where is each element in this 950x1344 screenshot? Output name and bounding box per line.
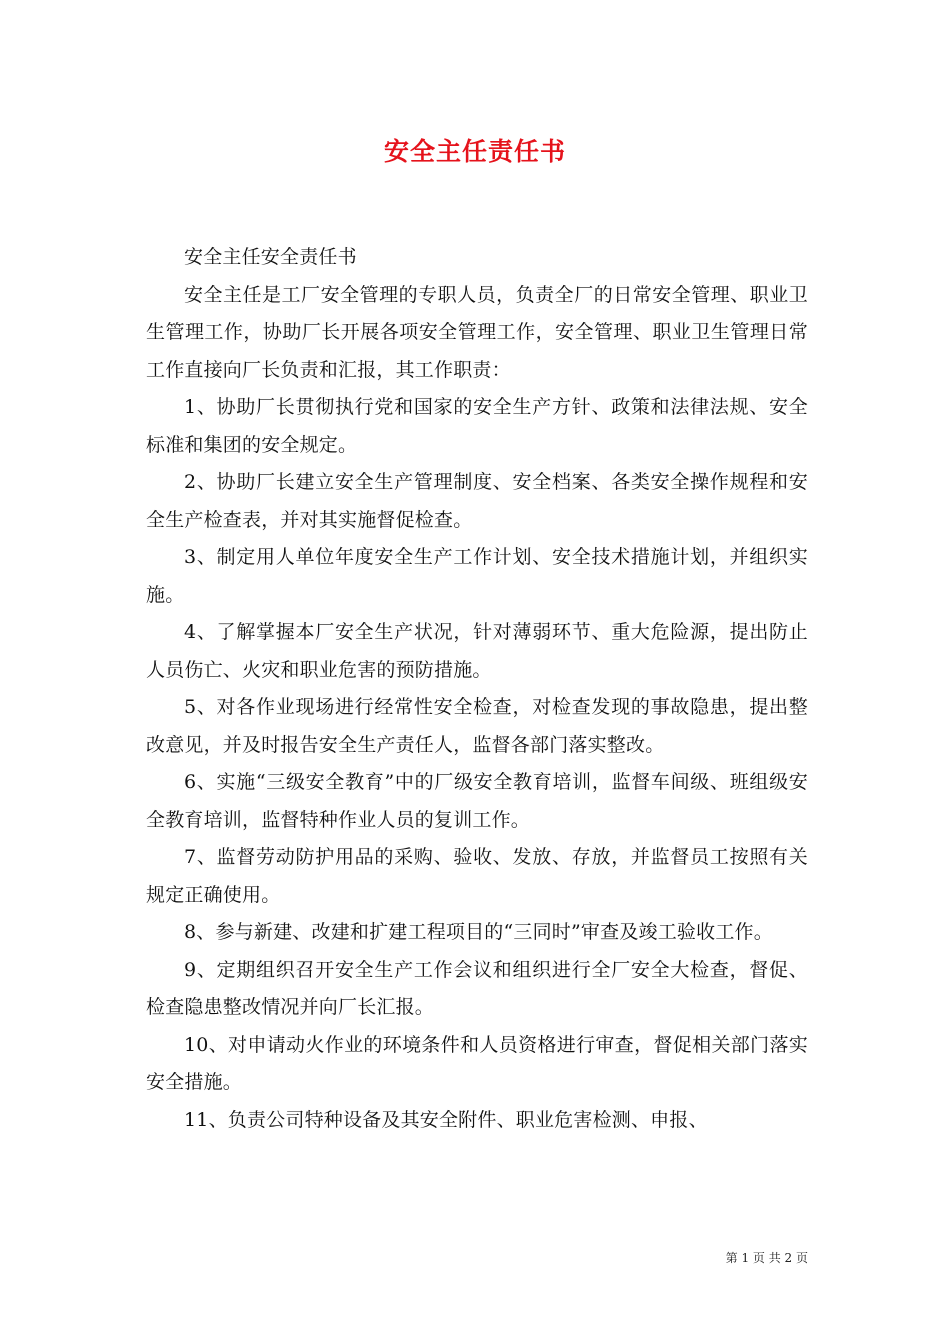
document-body: [146, 239, 808, 1139]
paragraph-item-4: 4、了解掌握本厂安全生产状况，针对薄弱环节、重大危险源，提出防止人员伤亡、火灾和职业危害的预防措施。: [146, 621, 808, 681]
paragraph-item-3: 3、制定用人单位年度安全生产工作计划、安全技术措施计划，并组织实施。: [146, 546, 808, 606]
document-subtitle: 安全主任安全责任书: [184, 246, 357, 268]
paragraph-item-10: 10、对申请动火作业的环境条件和人员资格进行审查，督促相关部门落实安全措施。: [146, 1033, 808, 1093]
paragraph-item-2: 2、协助厂长建立安全生产管理制度、安全档案、各类安全操作规程和安全生产检查表，并对其实施督促检查。: [146, 471, 808, 531]
paragraph-item-5: 5、对各作业现场进行经常性安全检查，对检查发现的事故隐患，提出整改意见，并及时报告安全生产责任人，监督各部门落实整改。: [146, 696, 808, 756]
paragraph-item-8: 8、参与新建、改建和扩建工程项目的“三同时”审查及竣工验收工作。: [184, 921, 773, 943]
paragraph-intro: 安全主任是工厂安全管理的专职人员，负责全厂的日常安全管理、职业卫生管理工作，协助厂长开展各项安全管理工作，安全管理、职业卫生管理日常工作直接向厂长负责和汇报，其工作职责：: [146, 283, 808, 381]
paragraph-item-1: 1、协助厂长贯彻执行党和国家的安全生产方针、政策和法律法规、安全标准和集团的安全规定。: [146, 396, 808, 456]
page-number: 第 1 页 共 2 页: [725, 1251, 808, 1265]
document-title: 安全主任责任书: [383, 137, 566, 166]
paragraph-item-11: 11、负责公司特种设备及其安全附件、职业危害检测、申报、: [184, 1108, 708, 1131]
paragraph-item-7: 7、监督劳动防护用品的采购、验收、发放、存放，并监督员工按照有关规定正确使用。: [146, 846, 808, 906]
paragraph-item-6: 6、实施“三级安全教育”中的厂级安全教育培训，监督车间级、班组级安全教育培训，监督特种作业人员的复训工作。: [146, 771, 808, 831]
paragraph-item-9: 9、定期组织召开安全生产工作会议和组织进行全厂安全大检查，督促、检查隐患整改情况并向厂长汇报。: [146, 958, 808, 1018]
